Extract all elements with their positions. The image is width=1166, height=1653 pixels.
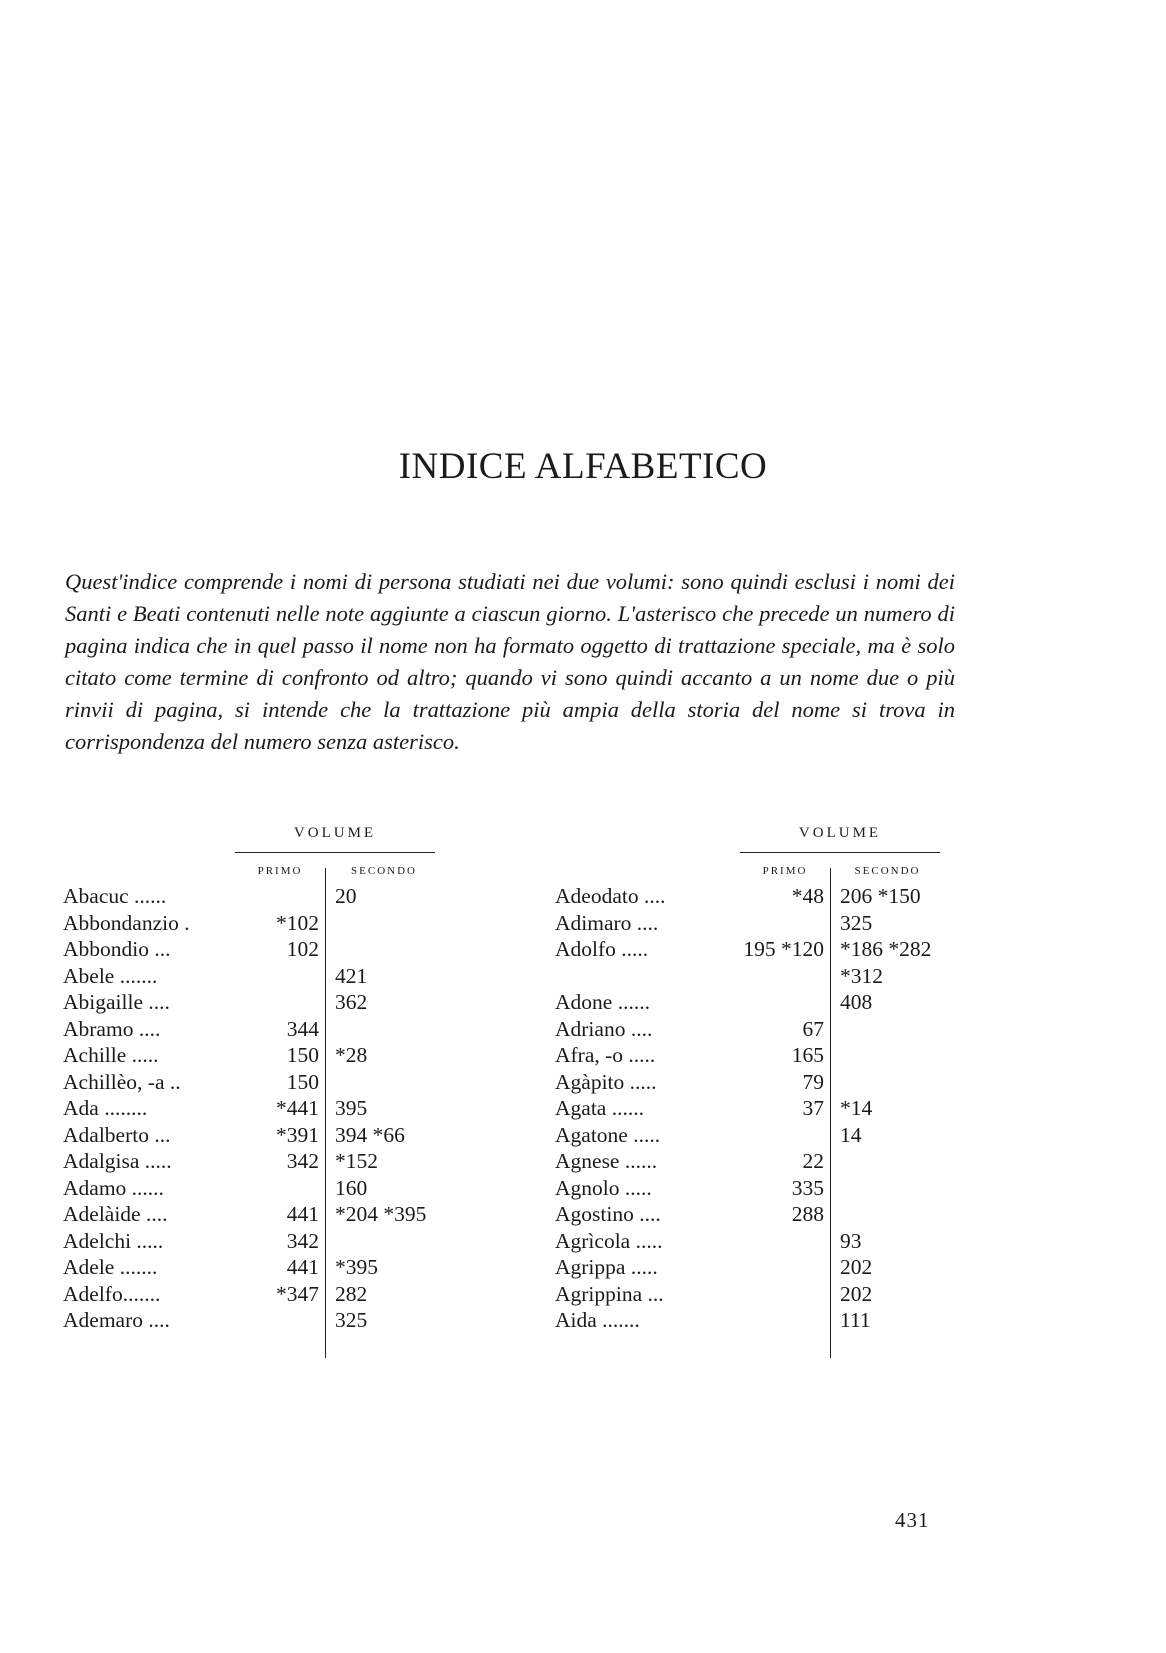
entry-primo-pages: 150 — [286, 1043, 319, 1067]
entry-secondo-pages: 206 *150 — [840, 884, 921, 908]
entry-secondo-pages: 160 — [335, 1175, 368, 1200]
entry-primo-pages: 165 — [791, 1043, 824, 1067]
entry-secondo-pages: *186 *282 — [840, 937, 932, 961]
entry-secondo-pages: 421 — [335, 963, 368, 988]
entry-primo-pages: 102 — [286, 937, 319, 961]
entry-name: Adeodato .... — [555, 884, 666, 908]
entry-secondo-pages: 325 — [840, 910, 873, 935]
entry-secondo-pages: *28 — [335, 1043, 368, 1067]
entry-primo-pages: 67 — [802, 1016, 824, 1041]
entry-name: Abbondio ... — [63, 937, 171, 961]
entry-name: Adele ....... — [63, 1255, 158, 1279]
entry-secondo-pages: 14 — [840, 1122, 862, 1147]
entry-primo-pages: *102 — [276, 910, 319, 935]
entry-name: Adriano .... — [555, 1016, 653, 1041]
entry-name: Agnese ...... — [555, 1149, 658, 1173]
page-number: 431 — [895, 1508, 930, 1532]
entry-primo-pages: 441 — [286, 1255, 319, 1279]
entry-secondo-pages: *14 — [840, 1096, 873, 1120]
entry-name: Abramo .... — [63, 1016, 161, 1041]
entry-name: Afra, -o ..... — [555, 1043, 656, 1067]
entry-secondo-pages: 325 — [335, 1308, 368, 1332]
entry-name: Aida ....... — [555, 1308, 640, 1332]
entry-secondo-pages: *204 *395 — [335, 1202, 427, 1226]
entry-secondo-pages: 20 — [335, 884, 357, 908]
entry-name: Agata ...... — [555, 1096, 644, 1120]
entry-secondo-pages: 202 — [840, 1255, 873, 1279]
secondo-header: SECONDO — [854, 865, 921, 877]
entry-name: Ademaro .... — [63, 1308, 170, 1332]
entry-name: Agrìcola ..... — [555, 1228, 663, 1253]
entry-primo-pages: *441 — [276, 1096, 319, 1120]
entry-name: Agàpito ..... — [555, 1069, 657, 1094]
volume-label: VOLUME — [293, 825, 377, 841]
entry-name: Adolfo ..... — [555, 937, 649, 961]
entry-secondo-pages: 394 *66 — [335, 1122, 405, 1147]
entry-primo-pages: 22 — [802, 1149, 824, 1173]
entry-name: Abacuc ...... — [63, 884, 167, 908]
entry-name: Agrippina ... — [555, 1281, 664, 1306]
entry-name: Adamo ...... — [63, 1175, 164, 1200]
entry-primo-pages: 288 — [791, 1202, 824, 1226]
entry-primo-pages: *391 — [276, 1122, 319, 1147]
entry-secondo-pages: 282 — [335, 1281, 368, 1306]
entry-primo-pages: 441 — [286, 1202, 319, 1226]
page-title: INDICE ALFABETICO — [398, 446, 768, 487]
primo-header: PRIMO — [257, 865, 303, 877]
entry-primo-pages: 342 — [286, 1149, 319, 1173]
entry-primo-pages: 79 — [802, 1069, 824, 1094]
secondo-header: SECONDO — [351, 865, 417, 877]
entry-secondo-pages: 93 — [840, 1228, 862, 1253]
entry-secondo-pages: *152 — [335, 1149, 378, 1173]
entry-name: Agnolo ..... — [555, 1175, 652, 1200]
entry-secondo-pages: 111 — [840, 1308, 871, 1332]
intro-paragraph: Quest'indice comprende i nomi di persona studiati nei due volumi: sono quindi esclusi i nomi dei Santi e Beati contenuti nelle note aggiunte a ciascun giorno. L'asterisco che precede un numero di pagina indica che in quel passo il nome non ha formato oggetto di trattazione speciale, ma è solo citato come termine di confronto od altro; quando vi sono quindi accanto a un nome due o più rinvii di pagina, si intende che la trattazione più ampia della storia del nome si trova in corrispondenza del numero senza asterisco. — [65, 568, 955, 754]
volume-label: VOLUME — [798, 825, 882, 841]
entry-name: Agrippa ..... — [555, 1255, 658, 1279]
entry-name: Adimaro .... — [555, 910, 659, 935]
entry-secondo-pages: 395 — [335, 1096, 368, 1120]
entry-name: Abele ....... — [63, 963, 158, 988]
entry-name: Achillèo, -a .. — [63, 1069, 181, 1094]
entry-name: Abbondanzio . — [63, 910, 190, 935]
entry-name: Adalberto ... — [63, 1122, 171, 1147]
entry-name: Adone ...... — [555, 990, 650, 1014]
entry-primo-pages: *347 — [276, 1281, 319, 1306]
entry-secondo-pages: 362 — [335, 990, 368, 1014]
entry-primo-pages: 342 — [286, 1228, 319, 1253]
entry-primo-pages: 335 — [791, 1175, 824, 1200]
entry-primo-pages: 344 — [286, 1016, 319, 1041]
entry-secondo-pages: *395 — [335, 1255, 378, 1279]
entry-primo-pages: 195 *120 — [743, 937, 824, 961]
entry-primo-pages: 150 — [286, 1069, 319, 1094]
entry-secondo-pages: 408 — [840, 990, 873, 1014]
entry-name: Adalgisa ..... — [63, 1149, 172, 1173]
column-divider — [830, 868, 831, 1358]
volume-rule — [740, 852, 940, 853]
primo-header: PRIMO — [762, 865, 808, 877]
entry-name: Adelfo....... — [63, 1281, 161, 1306]
entry-primo-pages: *48 — [791, 884, 824, 908]
entry-name: Agatone ..... — [555, 1122, 661, 1147]
entry-name: Achille ..... — [63, 1043, 159, 1067]
entry-secondo-pages: *312 — [840, 963, 883, 988]
column-divider — [325, 868, 326, 1358]
volume-rule — [235, 852, 435, 853]
entry-primo-pages: 37 — [802, 1096, 824, 1120]
entry-name: Abigaille .... — [63, 990, 170, 1014]
entry-secondo-pages: 202 — [840, 1281, 873, 1306]
entry-name: Adelchi ..... — [63, 1228, 164, 1253]
entry-name: Adelàide .... — [63, 1202, 168, 1226]
entry-name: Ada ........ — [63, 1096, 148, 1120]
entry-name: Agostino .... — [555, 1202, 661, 1226]
